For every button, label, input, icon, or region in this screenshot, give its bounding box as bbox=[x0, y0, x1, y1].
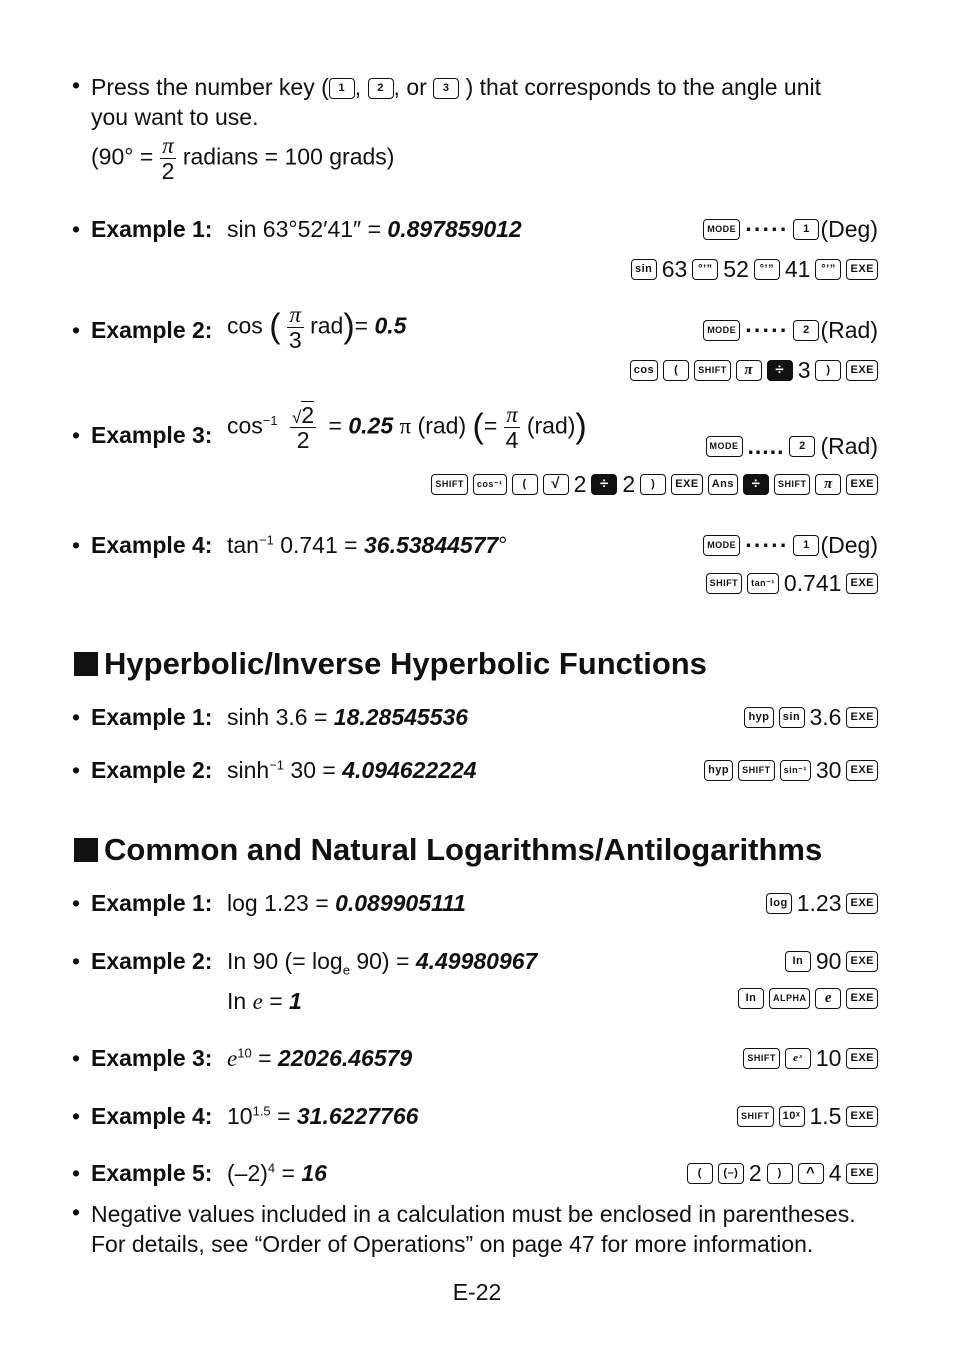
digits: 90 bbox=[815, 948, 842, 974]
base: (–2) bbox=[227, 1160, 268, 1186]
mode-key: MODE bbox=[703, 535, 740, 556]
dots: ..... bbox=[747, 433, 785, 459]
example-label: Example 2: bbox=[91, 948, 213, 974]
intro-sep: , or bbox=[393, 74, 427, 100]
bullet: • bbox=[72, 1199, 81, 1225]
exe-key: EXE bbox=[846, 360, 878, 381]
example-label: Example 2: bbox=[91, 757, 213, 783]
key-sequence bbox=[744, 704, 878, 731]
dots: ····· bbox=[745, 532, 789, 558]
arctan-key: tan⁻¹ bbox=[747, 573, 779, 594]
shift-key: SHIFT bbox=[774, 474, 811, 495]
degree-key: °’” bbox=[692, 259, 718, 280]
example-expression bbox=[227, 303, 406, 352]
arccos-key: cos⁻¹ bbox=[473, 474, 507, 495]
example-answer: 4.094622224 bbox=[342, 757, 477, 783]
example-label: Example 3: bbox=[91, 1045, 213, 1071]
example-expression bbox=[227, 532, 508, 559]
digits: 2 bbox=[573, 471, 587, 497]
example-label: Example 4: bbox=[91, 1103, 213, 1129]
bullet: • bbox=[72, 216, 81, 242]
key-sequence bbox=[743, 1045, 878, 1072]
fraction-denominator: 3 bbox=[288, 327, 302, 354]
mode-key-sequence bbox=[703, 317, 878, 344]
example-label: Example 4: bbox=[91, 532, 213, 558]
example-expression bbox=[227, 890, 466, 917]
expression-text: 30 = bbox=[290, 757, 336, 783]
bullet: • bbox=[72, 1045, 81, 1071]
example-answer: 4.49980967 bbox=[415, 948, 538, 974]
example-expression bbox=[227, 704, 468, 731]
example-label: Example 1: bbox=[91, 216, 213, 242]
equals: = bbox=[354, 312, 369, 339]
section-square-icon bbox=[74, 838, 98, 862]
close-paren-key: ) bbox=[640, 474, 666, 495]
hyperbolic-heading bbox=[74, 646, 707, 682]
key-sequence bbox=[706, 570, 878, 597]
divide-key: ÷ bbox=[767, 360, 793, 381]
key-2: 2 bbox=[368, 78, 394, 99]
exponent: 10 bbox=[237, 1045, 252, 1061]
heading-text: Hyperbolic/Inverse Hyperbolic Functions bbox=[104, 646, 707, 681]
bullet: • bbox=[72, 704, 81, 730]
exe-key: EXE bbox=[846, 1106, 878, 1127]
bullet: • bbox=[72, 72, 81, 98]
example-expression bbox=[227, 1160, 327, 1187]
fraction-denominator: 2 bbox=[296, 427, 310, 454]
intro-text-part: ) that corresponds to the angle unit bbox=[465, 74, 822, 100]
key-sequence bbox=[687, 1160, 878, 1187]
degree-symbol: ° bbox=[498, 532, 508, 558]
ln-key: In bbox=[738, 988, 764, 1009]
digits: 2 bbox=[622, 471, 636, 497]
hyp-key: hyp bbox=[744, 707, 773, 728]
pi-over-4-fraction bbox=[504, 403, 521, 452]
digits: 0.741 bbox=[783, 570, 842, 596]
ten-power-key: 10ˣ bbox=[779, 1106, 805, 1127]
exponent: 4 bbox=[267, 1160, 276, 1176]
sin-key: sin bbox=[779, 707, 805, 728]
digits: 2 bbox=[748, 1160, 762, 1186]
inverse-superscript: −1 bbox=[258, 532, 274, 548]
mode-key: MODE bbox=[706, 436, 743, 457]
equals: = bbox=[269, 988, 283, 1014]
exe-key: EXE bbox=[846, 951, 878, 972]
number-key: 2 bbox=[789, 436, 815, 457]
mode-key: MODE bbox=[703, 320, 740, 341]
bullet: • bbox=[72, 890, 81, 916]
dots: ····· bbox=[745, 317, 789, 343]
equals: = bbox=[277, 1103, 291, 1129]
open-paren: ( bbox=[472, 407, 484, 446]
shift-key: SHIFT bbox=[706, 573, 743, 594]
example-label: Example 2: bbox=[91, 317, 213, 343]
exe-key: EXE bbox=[846, 573, 878, 594]
mode-unit: (Rad) bbox=[820, 317, 878, 343]
mode-key-sequence bbox=[706, 433, 878, 460]
shift-key: SHIFT bbox=[743, 1048, 780, 1069]
mode-key-sequence bbox=[703, 532, 878, 559]
fraction-numerator: π bbox=[287, 303, 304, 328]
mode-unit: (Deg) bbox=[820, 532, 878, 558]
example-label: Example 3: bbox=[91, 422, 213, 448]
example-answer: 0.25 bbox=[348, 412, 394, 439]
pi-over-3-fraction bbox=[287, 303, 304, 352]
pi-over-2-fraction bbox=[160, 134, 177, 183]
digits: 63 bbox=[661, 256, 688, 282]
shift-key: SHIFT bbox=[694, 360, 731, 381]
example-expression bbox=[227, 948, 537, 978]
cos-text: cos bbox=[227, 312, 263, 339]
expression-text: In 90 (= log bbox=[227, 948, 343, 974]
degree-key: °’” bbox=[815, 259, 841, 280]
example-answer: 31.6227766 bbox=[296, 1103, 419, 1129]
example-expression bbox=[227, 403, 587, 452]
section-square-icon bbox=[74, 652, 98, 676]
exe-key: EXE bbox=[846, 760, 878, 781]
mode-key: MODE bbox=[703, 219, 740, 240]
log-base-subscript: e bbox=[342, 962, 350, 978]
note-line: For details, see “Order of Operations” on page 47 for more information. bbox=[91, 1231, 814, 1257]
intro-text bbox=[91, 72, 891, 132]
shift-key: SHIFT bbox=[737, 1106, 774, 1127]
equals: = bbox=[281, 1160, 295, 1186]
equals: = bbox=[483, 412, 498, 439]
bullet: • bbox=[72, 532, 81, 558]
ln-key: In bbox=[785, 951, 811, 972]
number-key: 2 bbox=[793, 320, 819, 341]
angle-equivalence bbox=[91, 134, 394, 183]
example-expression bbox=[227, 757, 477, 784]
inverse-superscript: −1 bbox=[262, 413, 278, 429]
digits: 1.5 bbox=[809, 1103, 842, 1129]
bullet: • bbox=[72, 1160, 81, 1186]
fraction-numerator bbox=[290, 403, 316, 428]
number-key: 1 bbox=[793, 219, 819, 240]
cos-text: cos bbox=[227, 412, 263, 439]
arcsin-key: sin⁻¹ bbox=[780, 760, 811, 781]
expression-text: 0.741 = bbox=[280, 532, 358, 558]
e-key: e bbox=[815, 988, 841, 1009]
digits: 10 bbox=[815, 1045, 842, 1071]
dots: ····· bbox=[745, 216, 789, 242]
example-answer: 18.28545536 bbox=[333, 704, 469, 730]
key-sequence bbox=[631, 256, 878, 283]
example-answer: 0.897859012 bbox=[387, 216, 522, 242]
open-paren-key: ( bbox=[687, 1163, 713, 1184]
bullet: • bbox=[72, 948, 81, 974]
example-answer: 36.53844577 bbox=[363, 532, 499, 558]
logarithms-heading bbox=[74, 832, 822, 868]
exe-key: EXE bbox=[846, 1163, 878, 1184]
example-expression bbox=[227, 216, 522, 243]
example-answer: 0.089905111 bbox=[335, 890, 466, 916]
equiv-text: radians = 100 grads) bbox=[182, 143, 395, 170]
digits: 52 bbox=[723, 256, 749, 282]
example-answer: 0.5 bbox=[374, 312, 407, 339]
key-sequence bbox=[630, 357, 878, 384]
degree-key: °’” bbox=[754, 259, 780, 280]
divide-key: ÷ bbox=[591, 474, 617, 495]
close-paren: ) bbox=[575, 407, 587, 446]
exe-key: EXE bbox=[846, 707, 878, 728]
key-sequence-2 bbox=[738, 988, 878, 1009]
intro-sep: , bbox=[354, 74, 362, 100]
hyp-key: hyp bbox=[704, 760, 733, 781]
euler-e: e bbox=[252, 989, 263, 1014]
log-key: log bbox=[766, 893, 792, 914]
shift-key: SHIFT bbox=[431, 474, 468, 495]
heading-text: Common and Natural Logarithms/Antilogarithms bbox=[104, 832, 823, 867]
close-paren: ) bbox=[343, 307, 355, 346]
equals: = bbox=[258, 1045, 272, 1071]
example-expression bbox=[227, 1045, 412, 1072]
key-sequence bbox=[785, 948, 878, 975]
pi-key: π bbox=[736, 360, 762, 381]
open-paren: ( bbox=[269, 307, 281, 346]
pi-symbol: π bbox=[399, 413, 412, 439]
open-paren-key: ( bbox=[663, 360, 689, 381]
shift-key: SHIFT bbox=[738, 760, 775, 781]
digits: 4 bbox=[828, 1160, 842, 1186]
digits: 41 bbox=[784, 256, 811, 282]
rad-text: (rad) bbox=[526, 412, 576, 439]
open-paren-key: ( bbox=[512, 474, 538, 495]
euler-e: e bbox=[227, 1046, 238, 1071]
key-sequence bbox=[431, 471, 878, 498]
expression-text: In bbox=[227, 988, 247, 1014]
exe-key: EXE bbox=[846, 893, 878, 914]
exe-key: EXE bbox=[671, 474, 703, 495]
page-number: E-22 bbox=[452, 1279, 502, 1305]
bullet: • bbox=[72, 1103, 81, 1129]
exe-key: EXE bbox=[846, 259, 878, 280]
expression-text: sinh 3.6 = bbox=[227, 704, 328, 730]
example-label: Example 1: bbox=[91, 704, 213, 730]
root-sign: √ bbox=[292, 408, 302, 427]
digits: 1.23 bbox=[796, 890, 842, 916]
bullet: • bbox=[72, 317, 81, 343]
note-line: Negative values included in a calculation must be enclosed in parentheses. bbox=[91, 1201, 856, 1227]
negative-key: (–) bbox=[718, 1163, 744, 1184]
mode-unit: (Rad) bbox=[820, 433, 878, 459]
expression-text: sin 63°52′41″ = bbox=[227, 216, 382, 242]
key-sequence bbox=[737, 1103, 878, 1130]
example-expression-line2 bbox=[227, 988, 302, 1015]
sqrt-key: √ bbox=[543, 474, 569, 495]
exe-key: EXE bbox=[846, 1048, 878, 1069]
radicand: 2 bbox=[301, 402, 315, 428]
tan-text: tan bbox=[227, 532, 259, 558]
ans-key: Ans bbox=[708, 474, 738, 495]
fraction-denominator: 2 bbox=[161, 158, 175, 185]
rad-text: rad bbox=[310, 312, 344, 339]
example-answer: 16 bbox=[301, 1160, 327, 1186]
fraction-numerator: π bbox=[160, 134, 177, 159]
bullet: • bbox=[72, 422, 81, 448]
divide-key: ÷ bbox=[743, 474, 769, 495]
mode-unit: (Deg) bbox=[820, 216, 878, 242]
digits: 3.6 bbox=[809, 704, 842, 730]
equiv-text: (90° = bbox=[91, 143, 154, 170]
key-3: 3 bbox=[433, 78, 459, 99]
key-1: 1 bbox=[329, 78, 355, 99]
rad-text: (rad) bbox=[417, 412, 467, 439]
expression-text: 90) = bbox=[356, 948, 410, 974]
example-expression bbox=[227, 1103, 418, 1130]
root2-over-2-fraction bbox=[290, 403, 316, 452]
sin-key: sin bbox=[631, 259, 657, 280]
digits: 3 bbox=[797, 357, 811, 383]
fraction-numerator: π bbox=[504, 403, 521, 428]
number-key: 1 bbox=[793, 535, 819, 556]
cos-key: cos bbox=[630, 360, 658, 381]
equals: = bbox=[328, 412, 342, 439]
inverse-superscript: −1 bbox=[269, 757, 285, 773]
fraction-denominator: 4 bbox=[505, 427, 519, 454]
alpha-key: ALPHA bbox=[769, 988, 811, 1009]
intro-text-part: Press the number key ( bbox=[91, 74, 329, 100]
pi-key: π bbox=[815, 474, 841, 495]
key-sequence bbox=[766, 890, 878, 917]
intro-text-line2: you want to use. bbox=[91, 104, 259, 130]
exp-key: eˣ bbox=[785, 1048, 811, 1069]
expression-text: log 1.23 = bbox=[227, 890, 329, 916]
example-label: Example 5: bbox=[91, 1160, 213, 1186]
bullet: • bbox=[72, 757, 81, 783]
example-answer: 1 bbox=[289, 988, 302, 1014]
example-label: Example 1: bbox=[91, 890, 213, 916]
close-paren-key: ) bbox=[767, 1163, 793, 1184]
key-sequence bbox=[704, 757, 878, 784]
exe-key: EXE bbox=[846, 474, 878, 495]
exe-key: EXE bbox=[846, 988, 878, 1009]
digits: 30 bbox=[815, 757, 842, 783]
base: 10 bbox=[227, 1103, 253, 1129]
exponent: 1.5 bbox=[252, 1103, 271, 1119]
example-answer: 22026.46579 bbox=[277, 1045, 413, 1071]
close-paren-key: ) bbox=[815, 360, 841, 381]
sinh-text: sinh bbox=[227, 757, 270, 783]
power-key: ^ bbox=[798, 1163, 824, 1184]
mode-key-sequence bbox=[703, 216, 878, 243]
note-text bbox=[91, 1199, 891, 1259]
